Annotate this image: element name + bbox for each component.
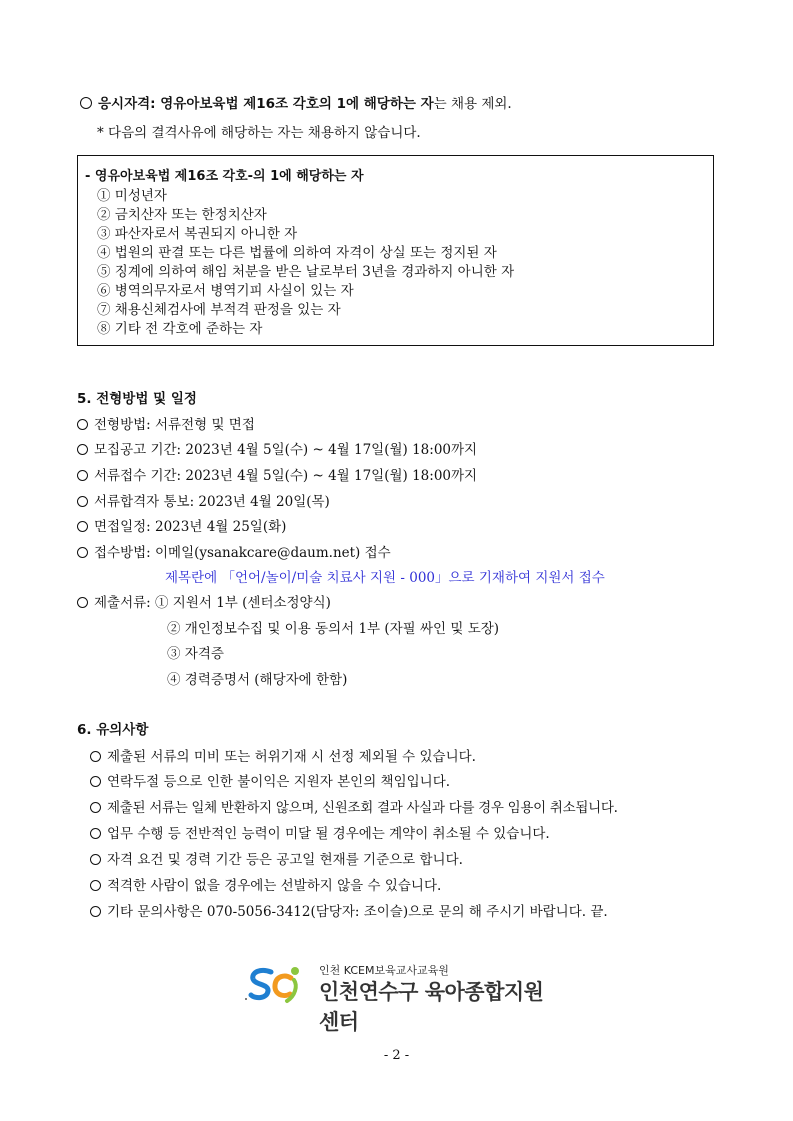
logo-subtitle: 인천 KCEM보육교사교육원 <box>319 964 449 977</box>
logo-title: 인천연수구 육아종합지원센터 <box>319 980 544 1034</box>
circle-bullet-icon <box>77 496 88 507</box>
circle-bullet-icon <box>77 521 88 532</box>
box-item: ④ 법원의 판결 또는 다른 법률에 의하여 자격이 상실 또는 정지된 자 <box>97 245 497 261</box>
section6-item: 연락두절 등으로 인한 불이익은 지원자 본인의 책임입니다. <box>90 770 450 790</box>
section5-item: 전형방법: 서류전형 및 면접 <box>77 413 255 433</box>
circle-bullet-icon <box>90 880 101 891</box>
box-item: ⑦ 채용신체검사에 부적격 판정을 있는 자 <box>97 302 341 318</box>
qualification-tail: 는 채용 제외. <box>433 96 512 112</box>
circle-bullet-icon <box>77 470 88 481</box>
circle-bullet-icon <box>77 597 88 608</box>
documents-label: 제출서류: ① 지원서 1부 (센터소정양식) <box>77 591 331 611</box>
circle-bullet-icon <box>90 802 101 813</box>
box-item: ② 금치산자 또는 한정치산자 <box>97 207 267 223</box>
section6-item: 기타 문의사항은 070-5056-3412(담당자: 조이슬)으로 문의 해 주시기 바랍니다. 끝. <box>90 900 608 920</box>
box-item: ⑧ 기타 전 각호에 준하는 자 <box>97 321 263 337</box>
document-item: ④ 경력증명서 (해당자에 한함) <box>167 672 348 688</box>
circle-bullet-icon <box>77 444 88 455</box>
center-logo-icon <box>243 962 313 1006</box>
circle-bullet-icon <box>80 97 92 109</box>
circle-bullet-icon <box>77 419 88 430</box>
document-item: ③ 자격증 <box>167 646 224 662</box>
email-note: 제목란에 「언어/놀이/미술 치료사 지원 - 000」으로 기재하여 지원서 접수 <box>165 570 605 586</box>
circle-bullet-icon <box>77 547 88 558</box>
section6-item: 적격한 사람이 없을 경우에는 선발하지 않을 수 있습니다. <box>90 874 441 894</box>
section5-item: 서류합격자 통보: 2023년 4월 20일(목) <box>77 490 330 510</box>
box-title: - 영유아보육법 제16조 각호-의 1에 해당하는 자 <box>85 169 364 184</box>
circle-bullet-icon <box>90 828 101 839</box>
qualification-line <box>80 92 512 112</box>
section6-item: 업무 수행 등 전반적인 능력이 미달 될 경우에는 계약이 취소될 수 있습니다. <box>90 822 550 842</box>
circle-bullet-icon <box>90 776 101 787</box>
section5-item: 면접일정: 2023년 4월 25일(화) <box>77 515 286 535</box>
box-item: ⑤ 징계에 의하여 해임 처분을 받은 날로부터 3년을 경과하지 아니한 자 <box>97 264 515 280</box>
qualification-note: * 다음의 결격사유에 해당하는 자는 채용하지 않습니다. <box>97 125 421 141</box>
center-logo <box>243 962 563 1034</box>
box-item: ① 미성년자 <box>97 188 167 204</box>
section6-item: 제출된 서류의 미비 또는 허위기재 시 선정 제외될 수 있습니다. <box>90 745 476 765</box>
box-item: ⑥ 병역의무자로서 병역기피 사실이 있는 자 <box>97 283 354 299</box>
circle-bullet-icon <box>90 751 101 762</box>
section5-item: 접수방법: 이메일(ysanakcare@daum.net) 접수 <box>77 541 391 561</box>
section5-item: 모집공고 기간: 2023년 4월 5일(수) ~ 4월 17일(월) 18:00까지 <box>77 438 477 458</box>
qualification-bold: 응시자격: 영유아보육법 제16조 각호의 1에 해당하는 자 <box>98 96 434 112</box>
section5-heading: 5. 전형방법 및 일정 <box>77 391 197 407</box>
section6-heading: 6. 유의사항 <box>77 722 149 738</box>
section5-item: 서류접수 기간: 2023년 4월 5일(수) ~ 4월 17일(월) 18:00까지 <box>77 464 477 484</box>
circle-bullet-icon <box>90 906 101 917</box>
circle-bullet-icon <box>90 854 101 865</box>
section6-item: 자격 요건 및 경력 기간 등은 공고일 현재를 기준으로 합니다. <box>90 848 463 868</box>
box-item: ③ 파산자로서 복권되지 아니한 자 <box>97 226 298 242</box>
section6-item: 제출된 서류는 일체 반환하지 않으며, 신원조회 결과 사실과 다를 경우 임용이 취소됩니다. <box>90 796 618 816</box>
document-item: ② 개인정보수집 및 이용 동의서 1부 (자필 싸인 및 도장) <box>167 621 500 637</box>
page-number: - 2 - <box>383 1048 410 1063</box>
